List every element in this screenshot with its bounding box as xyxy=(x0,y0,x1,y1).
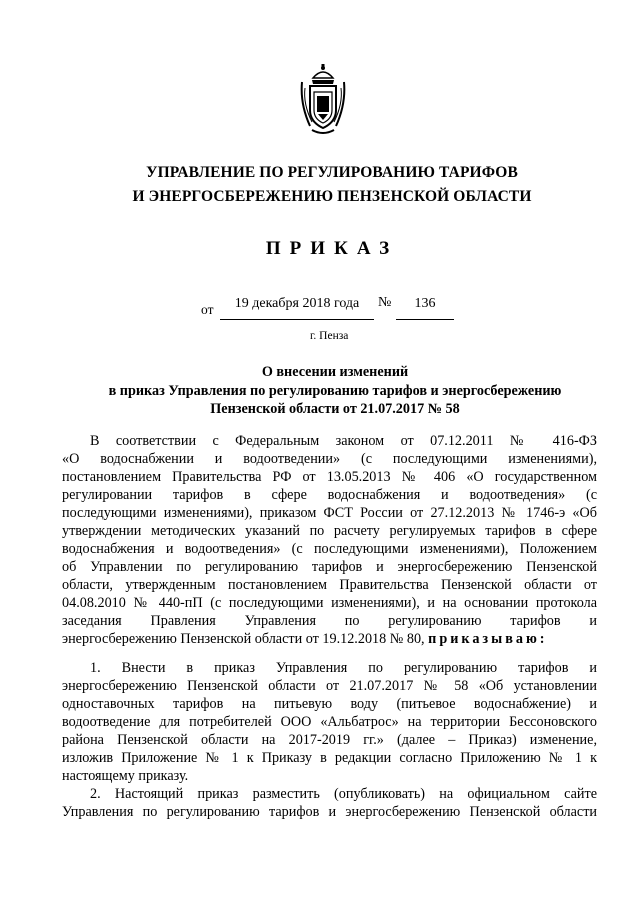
body-line: В соответствии с Федеральным законом от 07.12.2011 № 416-ФЗ xyxy=(90,433,597,449)
document-subject xyxy=(30,363,640,419)
body-line: энергосбережению Пензенской области от 21.07.2017 № 58 «Об установлении xyxy=(62,678,597,694)
subject-line: Пензенской области от 21.07.2017 № 58 xyxy=(210,401,460,417)
body-line: настоящему приказу. xyxy=(62,768,189,784)
body-line: района Пензенской области на 2017-2019 гг.» (далее – Приказ) изменение, xyxy=(62,732,597,748)
document-number: 136 xyxy=(396,294,454,320)
subject-line: О внесении изменений xyxy=(261,364,409,380)
document-meta-row xyxy=(0,294,640,324)
body-line: последующими изменениями), приказом ФСТ России от 27.12.2013 № 1746-э «Об xyxy=(62,505,597,521)
body-line: 2. Настоящий приказ разместить (опубликовать) на официальном сайте xyxy=(90,786,597,802)
body-line: водоотведение для потребителей ООО «Альбатрос» на территории Бессоновского xyxy=(62,714,597,730)
date-from-label: от xyxy=(201,302,214,317)
number-sign-label: № xyxy=(378,295,392,310)
document-city: г. Пенза xyxy=(310,330,349,342)
body-line-text: энергосбережению Пензенской области от 19.12.2018 № 80, xyxy=(62,631,429,647)
body-line: Управления по регулированию тарифов и энергосбережению Пензенской области xyxy=(62,804,597,820)
body-line: 04.08.2010 № 440-пП (с последующими изменениями), и на основании протокола xyxy=(62,595,597,611)
body-line: 1. Внести в приказ Управления по регулированию тарифов и xyxy=(90,660,597,676)
body-line: водоснабжения и водоотведения» (с последующими изменениями), Положением xyxy=(62,541,597,557)
body-line: постановлением Правительства РФ от 13.05.2013 № 406 «О государственном xyxy=(62,469,597,485)
body-line xyxy=(62,631,597,649)
coat-of-arms-emblem xyxy=(300,64,346,136)
organization-name-line2: И ЭНЕРГОСБЕРЕЖЕНИЮ ПЕНЗЕНСКОЙ ОБЛАСТИ xyxy=(132,188,532,205)
body-line: одноставочных тарифов на питьевую воду (питьевое водоснабжение) и xyxy=(62,696,597,712)
body-line: заседания Правления Управления по регулированию тарифов и xyxy=(62,613,597,629)
subject-line: в приказ Управления по регулированию тарифов и энергосбережению xyxy=(108,382,562,399)
order-keyword: приказываю: xyxy=(428,631,548,647)
organization-name-line1: УПРАВЛЕНИЕ ПО РЕГУЛИРОВАНИЮ ТАРИФОВ xyxy=(146,164,518,181)
body-line: об Управлении по регулированию тарифов и энергосбережению Пензенской xyxy=(62,559,597,575)
body-line: «О водоснабжении и водоотведении» (с последующими изменениями), xyxy=(62,451,597,467)
body-line: изложив Приложение № 1 к Приказу в редакции согласно Приложению № 1 к xyxy=(62,750,597,766)
document-type-title: ПРИКАЗ xyxy=(265,238,399,259)
body-line: регулировании тарифов в сфере водоснабжения и водоотведения» (с xyxy=(62,487,597,503)
document-date: 19 декабря 2018 года xyxy=(220,294,374,320)
body-line: утверждении методических указаний по расчету регулируемых тарифов в сфере xyxy=(62,523,597,539)
body-line: области, утвержденным постановлением Правительства Пензенской области от xyxy=(62,577,597,593)
